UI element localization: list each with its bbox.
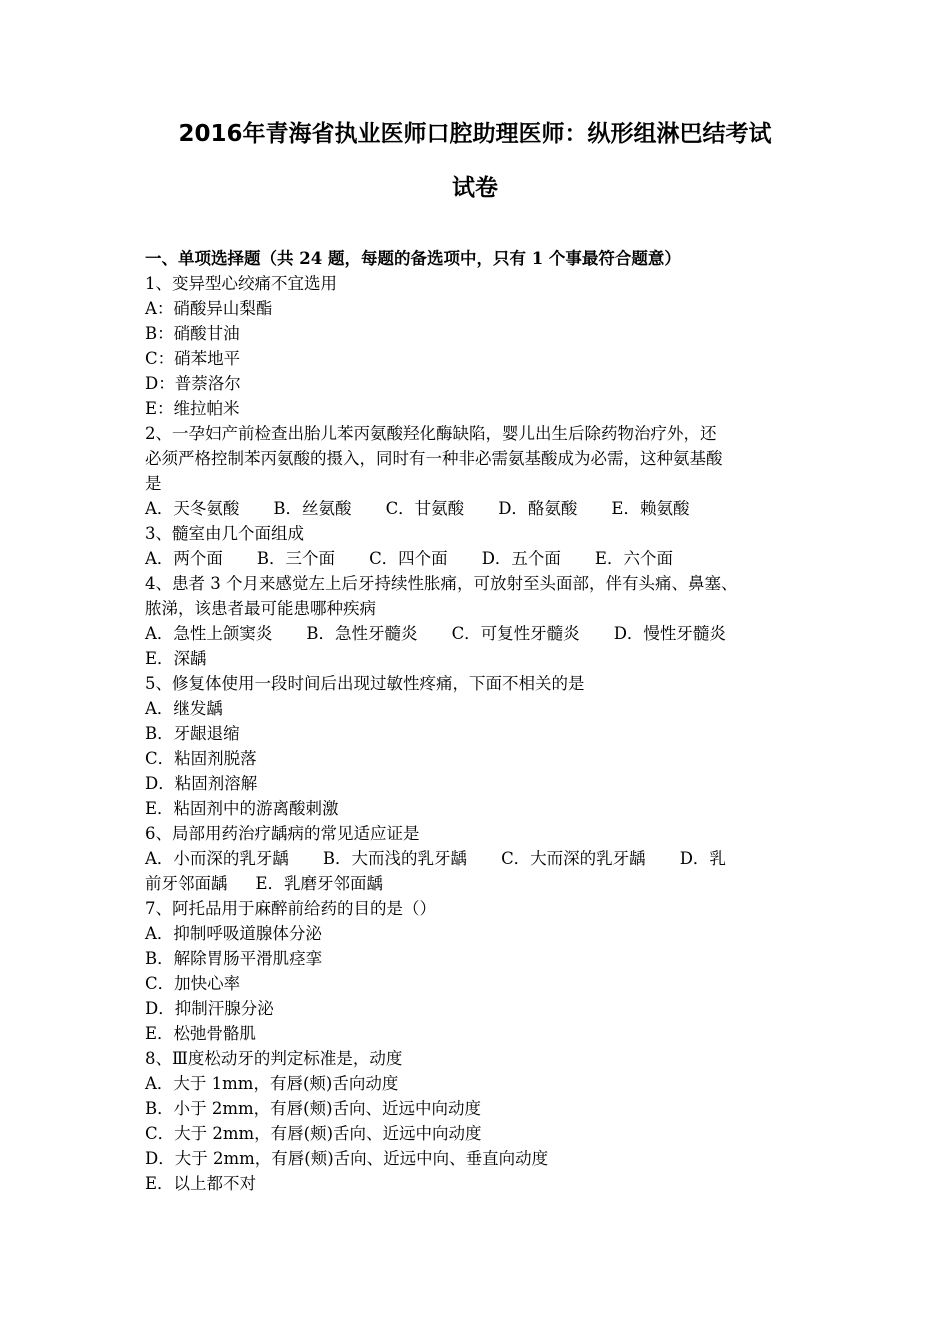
answer-option: B．三个面 [256,549,336,568]
answer-option: A．两个面 [145,549,223,568]
question-stem: 2、一孕妇产前检查出胎儿苯丙氨酸羟化酶缺陷，婴儿出生后除药物治疗外，还 [145,424,717,443]
question-stem: 1、变异型心绞痛不宜选用 [145,274,337,293]
answer-option: D．抑制汗腺分泌 [145,999,274,1018]
question-stem: 是 [145,474,162,493]
answer-option: D．慢性牙髓炎 [613,624,726,643]
answer-option: C：硝苯地平 [145,349,241,368]
answer-option: D．五个面 [481,549,561,568]
question-stem: 4、患者 3 个月来感觉左上后牙持续性胀痛，可放射至头面部，伴有头痛、鼻塞、 [145,574,738,593]
answer-option: B．大而浅的乳牙龋 [322,849,468,868]
answer-option: E．松弛骨骼肌 [145,1024,257,1043]
answer-option: 前牙邻面龋 [145,874,228,893]
question-stem: 5、修复体使用一段时间后出现过敏性疼痛，下面不相关的是 [145,674,585,693]
document-title: 2016年青海省执业医师口腔助理医师：纵形组淋巴结考试 [178,121,772,147]
answer-option: A．大于 1mm，有唇(颊)舌向动度 [145,1074,399,1093]
answer-option: B．解除胃肠平滑肌痉挛 [145,949,323,968]
question-stem: 8、Ⅲ度松动牙的判定标准是，动度 [145,1049,403,1068]
answer-option: C．甘氨酸 [385,499,465,518]
answer-option: B．牙龈退缩 [145,724,240,743]
answer-option: A．小而深的乳牙龋 [145,849,289,868]
answer-option: C．粘固剂脱落 [145,749,257,768]
answer-option: E．乳磨牙邻面龋 [255,874,384,893]
answer-option: C．四个面 [369,549,448,568]
answer-option: A．继发龋 [145,699,223,718]
answer-option: B．丝氨酸 [273,499,352,518]
answer-option: E．粘固剂中的游离酸刺激 [145,799,339,818]
answer-option: B．急性牙髓炎 [306,624,418,643]
section-heading: 一、单项选择题（共 24 题，每题的备选项中，只有 1 个事最符合题意） [145,249,681,268]
answer-option: B．小于 2mm，有唇(颊)舌向、近远中向动度 [145,1099,482,1118]
answer-option: A．抑制呼吸道腺体分泌 [145,924,322,943]
answer-option: D．酪氨酸 [498,499,578,518]
answer-option: C．加快心率 [145,974,241,993]
answer-option: C．可复性牙髓炎 [451,624,580,643]
answer-option: E．六个面 [594,549,673,568]
answer-option: E：维拉帕米 [145,399,240,418]
document-title-continuation: 试卷 [452,175,498,201]
answer-options-row [145,846,825,871]
answer-option: D．大于 2mm，有唇(颊)舌向、近远中向、垂直向动度 [145,1149,549,1168]
question-stem: 6、局部用药治疗龋病的常见适应证是 [145,824,420,843]
answer-options-row [145,621,825,646]
answer-option: E．深龋 [145,649,207,668]
question-stem: 3、髓室由几个面组成 [145,524,304,543]
answer-option: A．急性上颌窦炎 [145,624,273,643]
answer-option: A．天冬氨酸 [145,499,240,518]
question-stem: 7、阿托品用于麻醉前给药的目的是（） [145,899,436,918]
answer-option: D．粘固剂溶解 [145,774,258,793]
answer-options-row [145,546,825,571]
answer-option: D．乳 [679,849,726,868]
answer-option: B：硝酸甘油 [145,324,240,343]
answer-options-row [145,871,825,896]
answer-option: C．大而深的乳牙龋 [501,849,646,868]
question-stem: 必须严格控制苯丙氨酸的摄入，同时有一种非必需氨基酸成为必需，这种氨基酸 [145,449,723,468]
answer-option: D：普萘洛尔 [145,374,241,393]
document-body [145,246,825,1196]
answer-option: A：硝酸异山梨酯 [145,299,273,318]
answer-option: E．赖氨酸 [611,499,690,518]
answer-option: C．大于 2mm，有唇(颊)舌向、近远中向动度 [145,1124,482,1143]
answer-options-row [145,496,825,521]
answer-option: E．以上都不对 [145,1174,257,1193]
question-stem: 脓涕，该患者最可能患哪种疾病 [145,599,376,618]
